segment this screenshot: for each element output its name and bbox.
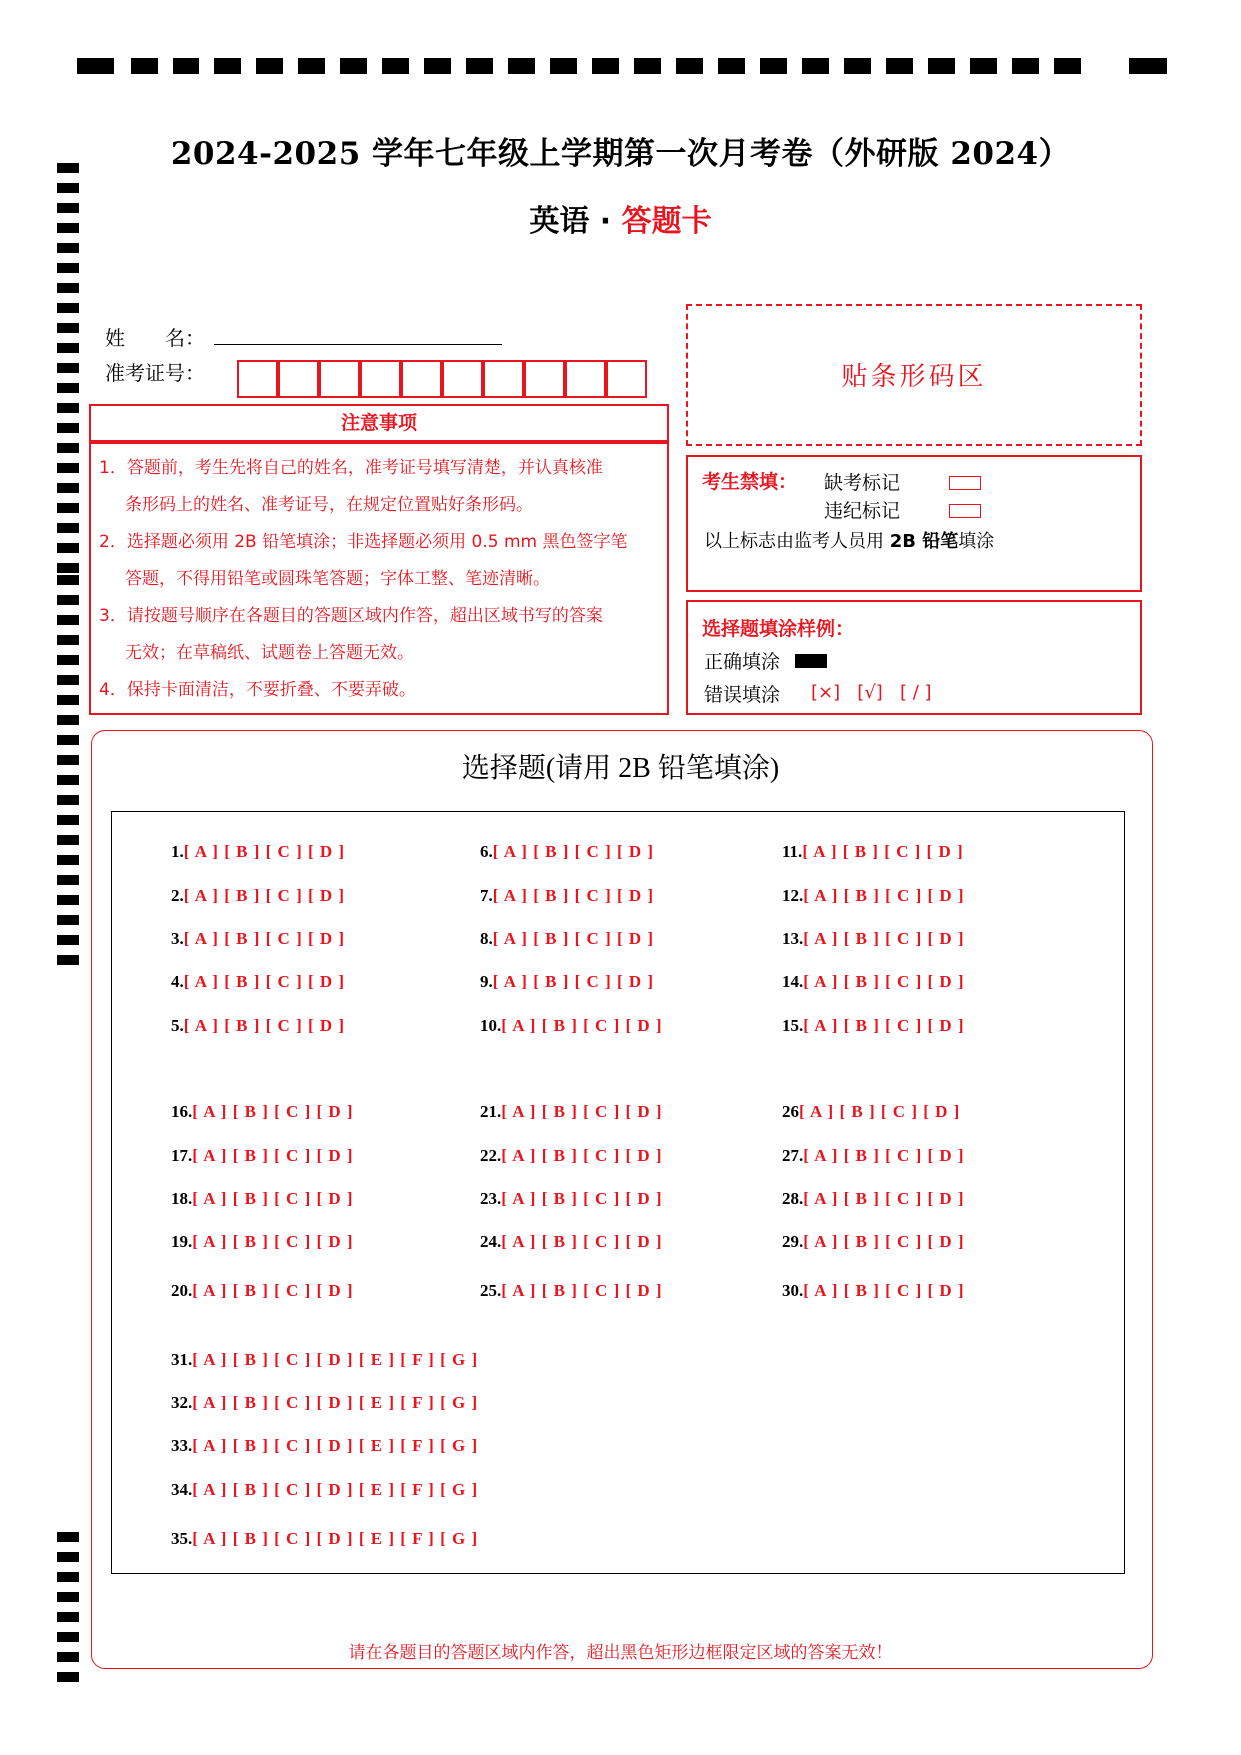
question-number: 33. (171, 1436, 193, 1455)
id-digit-box[interactable] (237, 360, 278, 398)
side-timing-mark (57, 563, 79, 573)
question-number: 34. (171, 1480, 193, 1499)
question-row (480, 972, 654, 992)
wrong-label: 错误填涂 (704, 684, 781, 706)
question-row (480, 1189, 663, 1209)
question-row (171, 929, 345, 949)
notice-list (99, 450, 664, 709)
side-timing-mark (57, 1672, 79, 1682)
side-timing-mark (57, 243, 79, 253)
question-row (480, 929, 654, 949)
notice-item: 2．选择题必须用 2B 铅笔填涂；非选择题必须用 0.5 mm 黑色签字笔 (99, 532, 628, 552)
notice-item: 无效；在草稿纸、试题卷上答题无效。 (125, 643, 414, 663)
question-number: 3. (171, 929, 184, 948)
sample-title: 选择题填涂样例： (702, 618, 855, 640)
name-field[interactable] (214, 344, 502, 345)
answer-options[interactable]: [ A ] [ B ] [ C ] [ D ] (803, 1189, 965, 1208)
question-number: 28. (782, 1189, 804, 1208)
timing-mark (382, 58, 409, 74)
question-number: 16. (171, 1102, 193, 1121)
answer-options[interactable]: [ A ] [ B ] [ C ] [ D ] (192, 1189, 354, 1208)
choice-title: 选择题(请用 2B 铅笔填涂) (461, 753, 780, 784)
question-number: 8. (480, 929, 493, 948)
side-timing-mark (57, 1572, 79, 1582)
question-number: 1. (171, 842, 184, 861)
side-timing-mark (57, 423, 79, 433)
question-row (782, 1016, 965, 1036)
footer-warning: 请在各题目的答题区域内作答，超出黑色矩形边框限定区域的答案无效！ (348, 1643, 893, 1663)
question-row (171, 1146, 354, 1166)
id-digit-box[interactable] (606, 360, 647, 398)
answer-options[interactable]: [ A ] [ B ] [ C ] [ D ] (799, 1102, 961, 1121)
timing-mark (634, 58, 661, 74)
question-number: 14. (782, 972, 804, 991)
side-timing-mark (57, 715, 79, 725)
question-row (171, 1232, 354, 1252)
question-number: 26 (782, 1102, 799, 1121)
timing-mark (1129, 58, 1167, 74)
side-timing-mark (57, 403, 79, 413)
timing-mark (676, 58, 703, 74)
question-row (171, 842, 345, 862)
violation-label: 违纪标记 (824, 500, 901, 522)
answer-options[interactable]: [ A ] [ B ] [ C ] [ D ] (803, 929, 965, 948)
answer-options[interactable]: [ A ] [ B ] [ C ] [ D ] (492, 972, 655, 991)
answer-options[interactable]: [ A ] [ B ] [ C ] [ D ] (492, 842, 655, 861)
timing-mark (760, 58, 787, 74)
side-timing-mark (57, 543, 79, 553)
page-title: 2024-2025 学年七年级上学期第一次月考卷（外研版 2024） (170, 136, 1071, 172)
proctor-box (686, 455, 1142, 592)
question-number: 9. (480, 972, 493, 991)
timing-mark (802, 58, 829, 74)
question-row (782, 886, 965, 906)
answer-options[interactable]: [ A ] [ B ] [ C ] [ D ] (501, 1189, 663, 1208)
question-row (480, 1016, 663, 1036)
question-number: 25. (480, 1281, 502, 1300)
question-row (782, 1189, 965, 1209)
timing-mark (886, 58, 913, 74)
question-number: 24. (480, 1232, 502, 1251)
question-number: 29. (782, 1232, 804, 1251)
answer-options[interactable]: [ A ] [ B ] [ C ] [ D ] [ E ] [ F ] [ G ] (192, 1350, 479, 1369)
side-timing-mark (57, 263, 79, 273)
question-row (480, 886, 654, 906)
question-number: 12. (782, 886, 804, 905)
id-label: 准考证号： (105, 361, 205, 385)
question-number: 21. (480, 1102, 502, 1121)
answer-options[interactable]: [ A ] [ B ] [ C ] [ D ] (192, 1232, 354, 1251)
question-number: 10. (480, 1016, 502, 1035)
absent-label: 缺考标记 (824, 472, 901, 494)
side-timing-mark (57, 503, 79, 513)
question-row (480, 842, 654, 862)
side-timing-mark (57, 735, 79, 745)
id-digit-box[interactable] (360, 360, 401, 398)
side-timing-mark (57, 595, 79, 605)
answer-options[interactable]: [ A ] [ B ] [ C ] [ D ] (192, 1281, 354, 1300)
side-timing-mark (57, 695, 79, 705)
timing-mark (424, 58, 451, 74)
side-timing-mark (57, 1532, 79, 1542)
answer-options[interactable]: [ A ] [ B ] [ C ] [ D ] (501, 1232, 663, 1251)
answer-options[interactable]: [ A ] [ B ] [ C ] [ D ] [ E ] [ F ] [ G ] (192, 1480, 479, 1499)
question-row (171, 1393, 478, 1413)
violation-mark-box[interactable] (949, 504, 981, 518)
question-row (782, 1102, 960, 1122)
absent-mark-box[interactable] (949, 476, 981, 490)
answer-options[interactable]: [ A ] [ B ] [ C ] [ D ] [ E ] [ F ] [ G ] (192, 1436, 479, 1455)
name-label: 姓 名： (105, 326, 205, 350)
timing-mark (1012, 58, 1039, 74)
proctor-note-prefix: 以上标志由监考人员用 (704, 531, 890, 552)
question-number: 4. (171, 972, 184, 991)
id-digit-box[interactable] (401, 360, 442, 398)
side-timing-mark (57, 935, 79, 945)
question-number: 18. (171, 1189, 193, 1208)
answer-options[interactable]: [ A ] [ B ] [ C ] [ D ] (192, 1146, 354, 1165)
question-number: 5. (171, 1016, 184, 1035)
timing-mark (173, 58, 199, 74)
answer-options[interactable]: [ A ] [ B ] [ C ] [ D ] (183, 972, 346, 991)
answer-options[interactable]: [ A ] [ B ] [ C ] [ D ] (803, 1281, 965, 1300)
timing-mark (466, 58, 493, 74)
question-row (480, 1102, 663, 1122)
question-row (480, 1281, 663, 1301)
question-number: 15. (782, 1016, 804, 1035)
id-digit-box[interactable] (565, 360, 606, 398)
answer-options[interactable]: [ A ] [ B ] [ C ] [ D ] (183, 842, 346, 861)
notice-item: 3．请按题号顺序在各题目的答题区域内作答，超出区域书写的答案 (99, 606, 603, 626)
correct-fill-sample (795, 654, 827, 668)
id-digit-box[interactable] (442, 360, 483, 398)
correct-label: 正确填涂 (704, 651, 781, 673)
answer-options[interactable]: [ A ] [ B ] [ C ] [ D ] (501, 1102, 663, 1121)
side-timing-mark (57, 1612, 79, 1622)
question-row (171, 1016, 345, 1036)
timing-mark (550, 58, 577, 74)
barcode-label: 贴条形码区 (841, 362, 987, 392)
question-row (171, 972, 345, 992)
notice-item: 1．答题前，考生先将自己的姓名，准考证号填写清楚，并认真核准 (99, 458, 603, 478)
answer-options[interactable]: [ A ] [ B ] [ C ] [ D ] (501, 1016, 663, 1035)
timing-mark (131, 58, 158, 74)
side-timing-mark (57, 443, 79, 453)
question-number: 19. (171, 1232, 193, 1251)
question-number: 30. (782, 1281, 804, 1300)
side-timing-mark (57, 615, 79, 625)
timing-mark (928, 58, 955, 74)
timing-mark (592, 58, 619, 74)
notice-box (89, 442, 669, 715)
question-row (782, 972, 965, 992)
timing-mark (256, 58, 283, 74)
timing-mark (844, 58, 871, 74)
side-timing-mark (57, 343, 79, 353)
side-timing-mark (57, 795, 79, 805)
side-timing-mark (57, 675, 79, 685)
question-row (782, 929, 965, 949)
question-number: 11. (782, 842, 803, 861)
answer-options[interactable]: [ A ] [ B ] [ C ] [ D ] (802, 842, 964, 861)
side-timing-mark (57, 183, 79, 193)
question-number: 35. (171, 1529, 193, 1548)
id-digit-box[interactable] (483, 360, 524, 398)
question-row (480, 1146, 663, 1166)
timing-mark (77, 58, 114, 74)
side-timing-mark (57, 915, 79, 925)
side-timing-mark (57, 655, 79, 665)
top-timing-marks (77, 58, 1167, 80)
question-row (782, 1281, 965, 1301)
side-timing-mark (57, 1592, 79, 1602)
question-row (171, 1281, 354, 1301)
question-row (171, 1350, 478, 1370)
side-timing-mark (57, 575, 79, 585)
question-number: 17. (171, 1146, 193, 1165)
question-number: 6. (480, 842, 493, 861)
question-number: 13. (782, 929, 804, 948)
page-subtitle (0, 196, 1241, 240)
question-row (480, 1232, 663, 1252)
answer-options[interactable]: [ A ] [ B ] [ C ] [ D ] (803, 886, 965, 905)
card-label: 答题卡 (621, 204, 712, 239)
question-number: 23. (480, 1189, 502, 1208)
side-timing-mark (57, 855, 79, 865)
answer-options[interactable]: [ A ] [ B ] [ C ] [ D ] (501, 1146, 663, 1165)
proctor-note-suffix: 填涂 (958, 531, 995, 552)
answer-options[interactable]: [ A ] [ B ] [ C ] [ D ] (803, 972, 965, 991)
side-timing-mark (57, 955, 79, 965)
answer-options[interactable]: [ A ] [ B ] [ C ] [ D ] (803, 1016, 965, 1035)
answer-options[interactable]: [ A ] [ B ] [ C ] [ D ] (492, 929, 655, 948)
side-timing-mark (57, 323, 79, 333)
side-timing-mark (57, 875, 79, 885)
question-row (171, 886, 345, 906)
timing-mark (718, 58, 745, 74)
notice-item: 答题，不得用铅笔或圆珠笔答题；字体工整、笔迹清晰。 (125, 569, 550, 589)
barcode-area (686, 304, 1142, 446)
notice-item: 4．保持卡面清洁，不要折叠、不要弄破。 (99, 680, 416, 700)
id-digit-box[interactable] (278, 360, 319, 398)
question-number: 22. (480, 1146, 502, 1165)
side-timing-mark (57, 815, 79, 825)
question-number: 7. (480, 886, 493, 905)
timing-mark (214, 58, 241, 74)
wrong-fill-samples: [×] [√] [ / ] (811, 682, 932, 703)
side-timing-mark (57, 483, 79, 493)
question-row (171, 1189, 354, 1209)
question-row (782, 1232, 965, 1252)
side-timing-mark (57, 1552, 79, 1562)
question-number: 20. (171, 1281, 193, 1300)
question-number: 2. (171, 886, 184, 905)
question-row (171, 1102, 354, 1122)
answer-options[interactable]: [ A ] [ B ] [ C ] [ D ] (803, 1146, 965, 1165)
answer-options[interactable]: [ A ] [ B ] [ C ] [ D ] (492, 886, 655, 905)
question-row (782, 1146, 965, 1166)
proctor-note-bold: 2B 铅笔 (889, 531, 959, 552)
side-timing-mark (57, 635, 79, 645)
notice-title: 注意事项 (340, 412, 417, 434)
timing-mark (508, 58, 535, 74)
proctor-note (704, 527, 994, 553)
subject-label: 英语 · (529, 204, 622, 239)
answer-options[interactable]: [ A ] [ B ] [ C ] [ D ] (192, 1102, 354, 1121)
proctor-label: 考生禁填： (702, 471, 798, 493)
question-row (171, 1529, 478, 1549)
question-row (171, 1436, 478, 1456)
side-timing-mark (57, 283, 79, 293)
answer-options[interactable]: [ A ] [ B ] [ C ] [ D ] (803, 1232, 965, 1251)
timing-mark (1054, 58, 1081, 74)
answer-options[interactable]: [ A ] [ B ] [ C ] [ D ] (183, 1016, 346, 1035)
timing-mark (340, 58, 367, 74)
notice-header (89, 404, 669, 442)
answer-options[interactable]: [ A ] [ B ] [ C ] [ D ] (501, 1281, 663, 1300)
question-number: 27. (782, 1146, 804, 1165)
answer-options[interactable]: [ A ] [ B ] [ C ] [ D ] [ E ] [ F ] [ G ] (192, 1529, 479, 1548)
answer-options[interactable]: [ A ] [ B ] [ C ] [ D ] [ E ] [ F ] [ G ] (192, 1393, 479, 1412)
notice-item: 条形码上的姓名、准考证号，在规定位置贴好条形码。 (125, 495, 533, 515)
fill-sample-box (686, 600, 1142, 715)
id-digit-box[interactable] (319, 360, 360, 398)
question-row (782, 842, 964, 862)
side-timing-mark (57, 363, 79, 373)
question-number: 32. (171, 1393, 193, 1412)
timing-mark (970, 58, 997, 74)
side-timing-mark (57, 523, 79, 533)
answer-options[interactable]: [ A ] [ B ] [ C ] [ D ] (183, 886, 346, 905)
side-timing-mark (57, 895, 79, 905)
side-timing-mark (57, 835, 79, 845)
answer-options[interactable]: [ A ] [ B ] [ C ] [ D ] (183, 929, 346, 948)
timing-mark (298, 58, 325, 74)
side-timing-mark (57, 463, 79, 473)
question-number: 31. (171, 1350, 193, 1369)
side-timing-mark (57, 303, 79, 313)
question-row (171, 1480, 478, 1500)
side-timing-mark (57, 383, 79, 393)
id-digit-box[interactable] (524, 360, 565, 398)
